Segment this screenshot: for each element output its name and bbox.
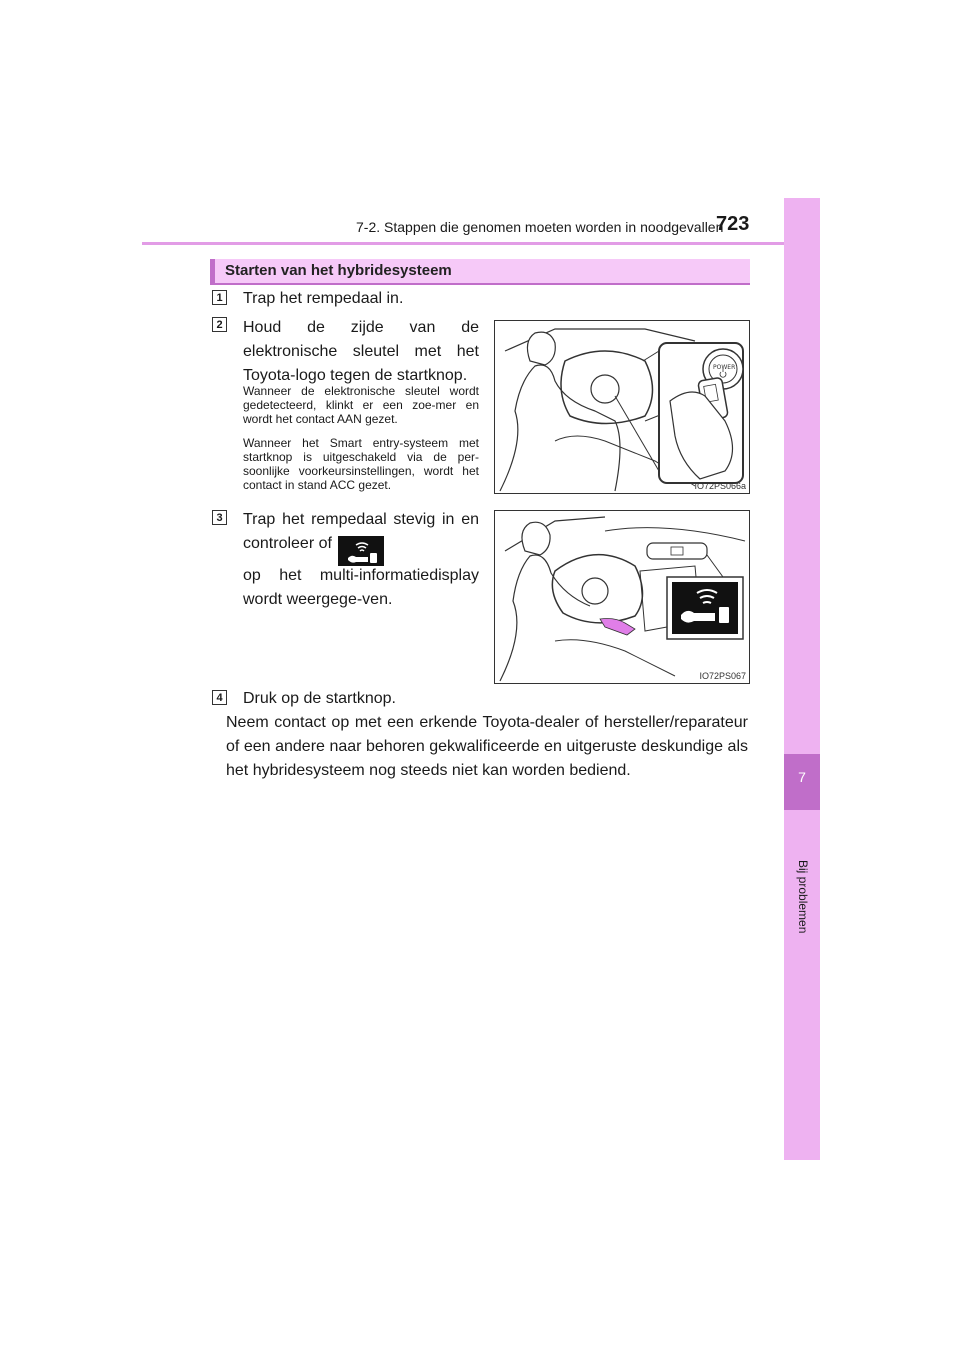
illustration-multi-information-display [494, 510, 750, 684]
step-3-text-after: op het multi-informatiedisplay wordt weergege-ven. [243, 567, 479, 608]
illustration-code-2: IO72PS067 [699, 671, 746, 681]
step-1-text: Trap het rempedaal in. [243, 290, 404, 307]
section-title-underline [210, 283, 750, 285]
illustration-code-1: IO72PS066a [694, 481, 746, 491]
step-badge-4: 4 [212, 690, 227, 705]
illustration-key-drawing [495, 321, 749, 493]
chapter-side-label-wrap [776, 860, 828, 1000]
illustration-key-on-start-button [494, 320, 750, 494]
section-title: Starten van het hybridesysteem [225, 262, 452, 279]
step-2-note-2: Wanneer het Smart entry-systeem met startknop is uitgeschakeld via de per-soonlijke voorkeursinstellingen, wordt het contact in stand ACC gezet. [243, 436, 479, 492]
header-divider [142, 242, 818, 245]
step-2-text: Houd de zijde van de elektronische sleutel met het Toyota-logo tegen de startknop. [243, 319, 479, 384]
key-signal-icon [338, 536, 384, 566]
step-badge-3: 3 [212, 510, 227, 525]
chapter-title: 7-2. Stappen die genomen moeten worden in noodgevallen [356, 219, 724, 235]
step-2-note-1: Wanneer de elektronische sleutel wordt gedetecteerd, klinkt er een zoe-mer en wordt het contact AAN gezet. [243, 384, 479, 426]
page-number: 723 [716, 213, 750, 235]
step-badge-2: 2 [212, 317, 227, 332]
chapter-number: 7 [798, 769, 806, 785]
step-4-text: Druk op de startknop. [243, 690, 396, 707]
step-badge-1: 1 [212, 290, 227, 305]
step-3-text-before: Trap het rempedaal stevig in en controleer of [243, 511, 479, 552]
chapter-side-label: Bij problemen [796, 860, 810, 934]
chapter-side-tab [784, 198, 820, 1160]
closing-paragraph: Neem contact op met een erkende Toyota-dealer of hersteller/reparateur of een andere naar behoren gekwalificeerde en uitgeruste deskundige als het hybridesysteem nog steeds niet kan worden bediend. [226, 714, 748, 779]
illustration-display-drawing [495, 511, 749, 683]
power-button-label: POWER [713, 364, 736, 371]
